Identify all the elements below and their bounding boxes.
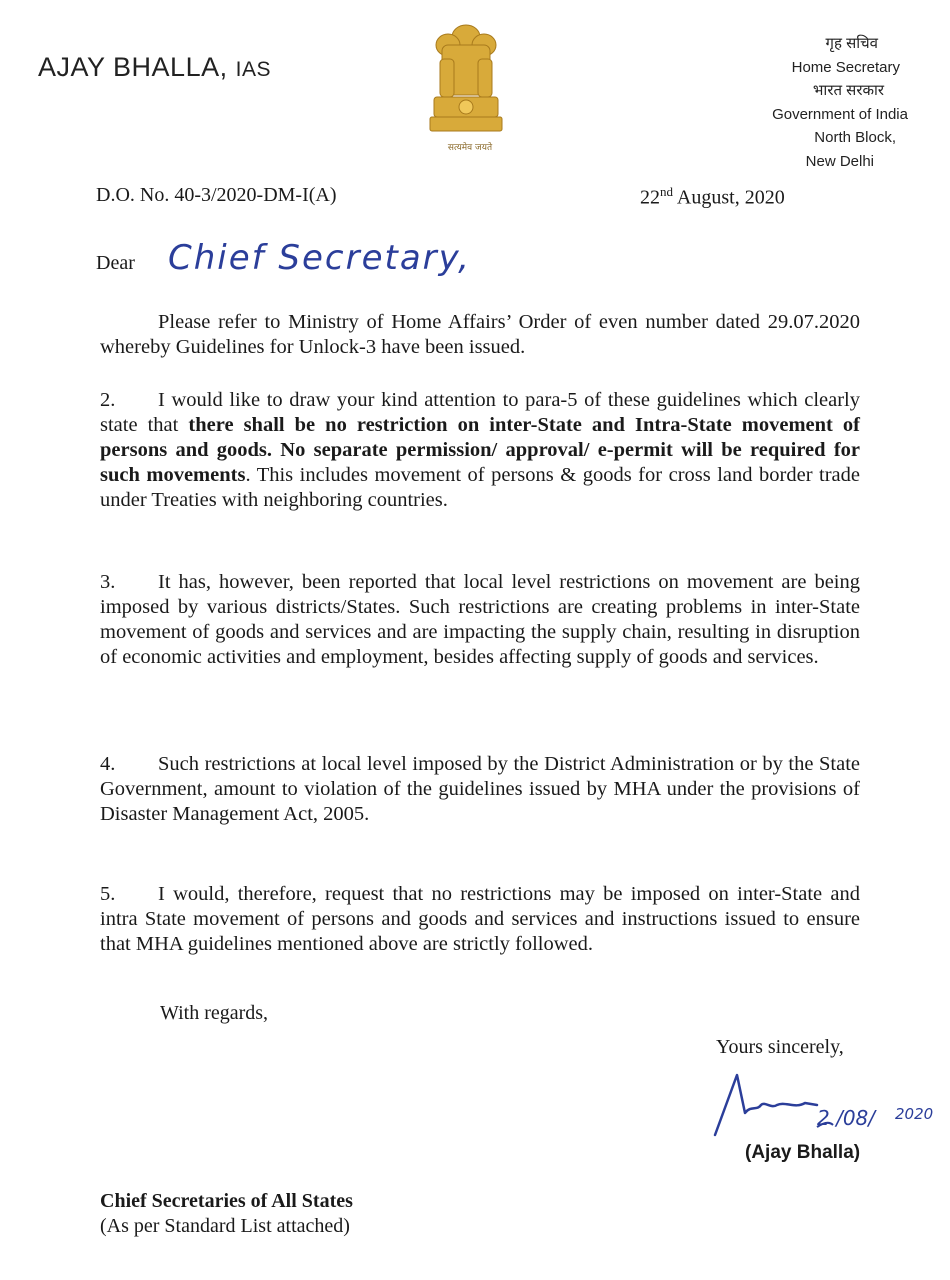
paragraph-3 [100,570,860,670]
paragraph-1: Please refer to Ministry of Home Affairs’ Order of even number dated 29.07.2020 whereby Guidelines for Unlock-3 have been issued. [100,311,860,358]
paragraph-4 [100,752,860,827]
closing-sincerely: Yours sincerely, [716,1036,844,1058]
office-address [772,32,908,173]
emblem-motto: सत्यमेव जयते [447,143,493,153]
date-rest: August, 2020 [676,186,785,209]
paragraph-text: I would like to draw your kind attention to para-5 of these guidelines which clearly state that [100,389,860,436]
office-line: Government of India [772,105,908,123]
paragraph-2 [100,388,860,513]
paragraph-number: 2. [100,389,116,411]
sender-name-text: AJAY BHALLA, [38,52,228,82]
addressee-note: (As per Standard List attached) [100,1215,350,1237]
office-line: North Block, [814,129,896,146]
addressee-title: Chief Secretaries of All States [100,1190,353,1212]
paragraph-text: It has, however, been reported that local level restrictions on movement are being imposed by various districts/States. Such restrictions are creating problems in inter-State movement of goods and services and are impacting the supply chain, resulting in disruption of economic activities and employment, besides affecting supply of goods and services. [100,571,860,668]
reference-number: D.O. No. 40-3/2020-DM-I(A) [96,184,337,206]
national-emblem-icon [420,15,512,155]
paragraph-number: 3. [100,571,116,593]
office-line: भारत सरकार [812,82,884,99]
date-day: 22 [640,186,660,209]
signatory-name: (Ajay Bhalla) [745,1142,861,1163]
paragraph-bold-text: there shall be no restriction on inter-State and Intra-State movement of persons and goods. No separate permission/ approval/ e-permit will be required for such movements [100,414,860,486]
handwritten-salutation: Chief Secretary, [168,238,471,278]
office-line: Home Secretary [791,58,900,76]
svg-text:2 /08/: 2 /08/ [817,1106,876,1130]
paragraph-number: 5. [100,883,116,905]
paragraph-number: 4. [100,753,116,775]
paragraph-5 [100,882,860,957]
paragraph-text: Such restrictions at local level imposed by the District Administration or by the State Government, amount to violation of the guidelines issued by MHA under the provisions of Disaster Management Act, 2005. [100,753,860,825]
svg-text:2020: 2020 [895,1105,934,1123]
handwritten-signature [705,1065,945,1145]
office-line: गृह सचिव [825,35,878,52]
paragraph-text: . This includes movement of persons & goods for cross land border trade under Treaties with neighboring countries. [100,464,861,511]
sender-suffix: IAS [235,58,271,81]
letter-date [640,184,785,210]
closing-regards: With regards, [160,1002,269,1024]
date-suffix: nd [660,184,673,199]
paragraph-text: I would, therefore, request that no restrictions may be imposed on inter-State and intra State movement of persons and goods and services and instructions issued to ensure that MHA guidelines mentioned above are strictly followed. [100,883,860,955]
sender-name [38,52,271,83]
office-line: New Delhi [805,152,874,170]
salutation: Dear [96,252,135,274]
